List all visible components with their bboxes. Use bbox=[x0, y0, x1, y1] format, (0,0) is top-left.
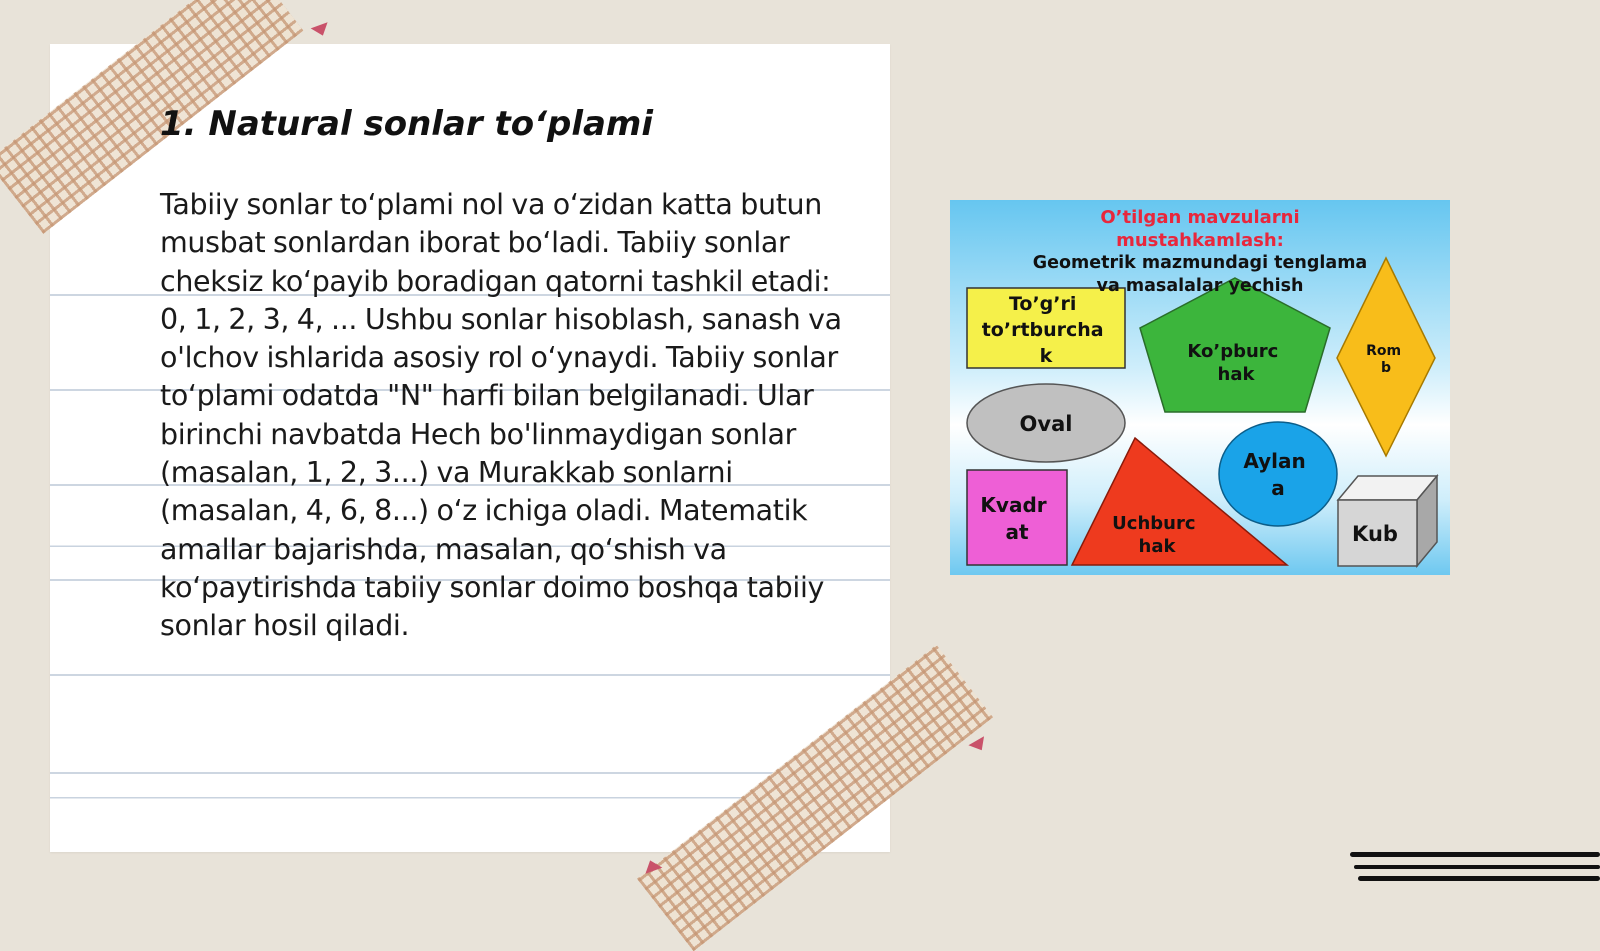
polygon-label: Ko’pburc hak bbox=[1187, 341, 1279, 385]
decorative-lines bbox=[1350, 848, 1600, 888]
slide-body-text: Tabiiy sonlar to‘plami nol va o‘zidan katta butun musbat sonlardan iborat bo‘ladi. Tabiiy sonlar cheksiz ko‘payib boradigan qatorni tashkil etadi: 0, 1, 2, 3, 4, ... Ushbu sonlar hisoblash, sanash va o'lchov ishlarida asosiy rol o‘ynaydi. Tabiiy sonlar to‘plami odatda "N" harfi bilan belgilanadi. Ular birinchi navbatda Hech bo'linmaydigan sonlar (masalan, 1, 2, 3...) va Murakkab sonlarni (masalan, 4, 6, 8...) o‘z ichiga oladi. Matematik amallar bajarishda, masalan, qo‘shish va ko‘paytirishda tabiiy sonlar doimo boshqa tabiiy sonlar hosil qiladi. bbox=[160, 188, 842, 643]
cube-label: Kub bbox=[1352, 522, 1398, 546]
rectangle-label: To’g’ri to’rtburcha k bbox=[981, 293, 1104, 367]
oval-label: Oval bbox=[1019, 412, 1073, 436]
figure-heading: O’tilgan mavzularni mustahkamlash: bbox=[1100, 207, 1300, 251]
shapes-figure bbox=[950, 200, 1450, 575]
circle-shape bbox=[1219, 422, 1337, 526]
square-label: Kvadr at bbox=[980, 493, 1047, 544]
pin-icon bbox=[311, 22, 332, 38]
slide-title: 1. Natural sonlar to‘plami bbox=[160, 104, 654, 144]
paper-rule bbox=[50, 674, 890, 676]
figure-subheading: Geometrik mazmundagi tenglama va masalalar yechish bbox=[1032, 253, 1368, 296]
rhombus-label: Rom b bbox=[1366, 343, 1402, 376]
paper-rule bbox=[50, 772, 890, 774]
circle-label: Aylan a bbox=[1243, 449, 1306, 500]
triangle-label: Uchburc hak bbox=[1112, 513, 1196, 557]
pin-icon bbox=[968, 736, 989, 755]
square-shape bbox=[967, 470, 1067, 565]
